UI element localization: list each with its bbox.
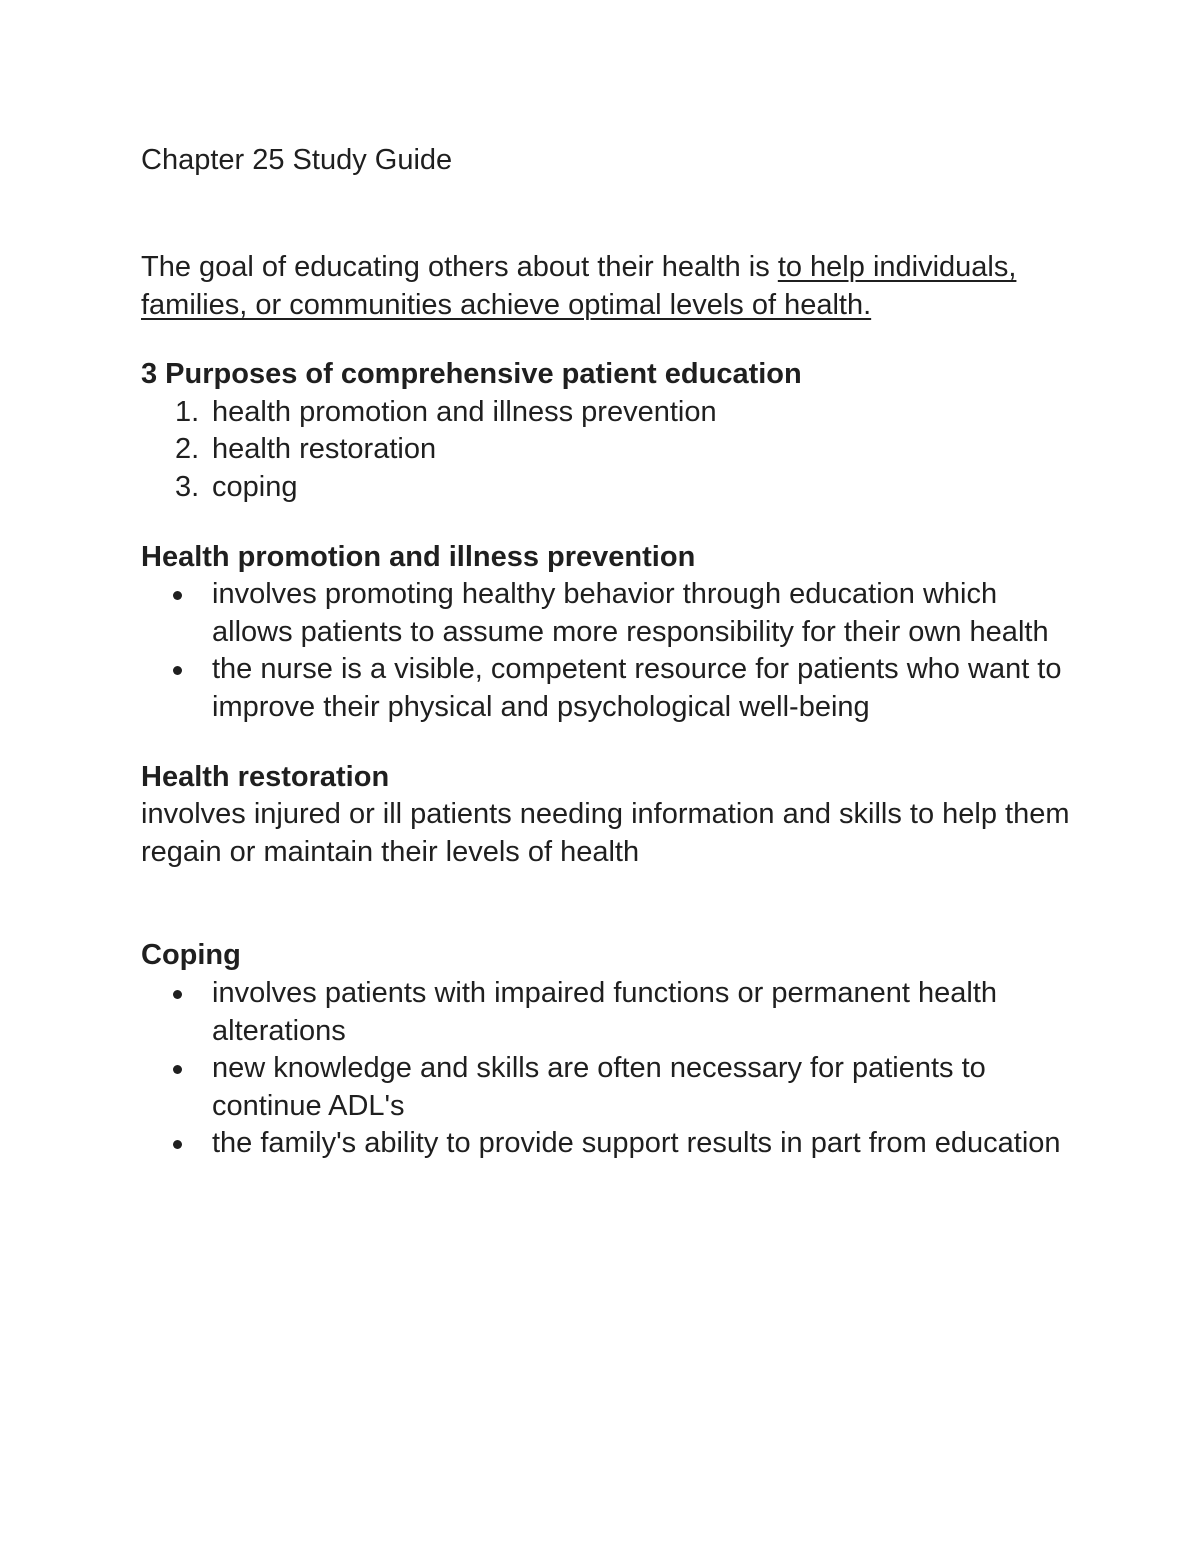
bullet-icon — [173, 990, 182, 999]
list-item — [141, 469, 1081, 507]
purposes-section — [141, 356, 1081, 506]
bullet-icon — [173, 666, 182, 675]
list-item — [141, 1050, 1081, 1125]
list-item-text: health restoration — [212, 433, 437, 466]
bullet-icon — [173, 1065, 182, 1074]
document-title: Chapter 25 Study Guide — [141, 144, 453, 176]
intro-lead: The goal of educating others about their health is — [141, 251, 778, 283]
list-number: 3. — [175, 470, 200, 503]
health-promotion-section — [141, 539, 1081, 727]
bullet-icon — [173, 1140, 182, 1149]
coping-heading: Coping — [141, 939, 241, 972]
list-item — [141, 431, 1081, 469]
list-item — [141, 651, 1081, 726]
health-promotion-heading: Health promotion and illness prevention — [141, 540, 696, 573]
list-item — [141, 394, 1081, 432]
list-item-text: the nurse is a visible, competent resource for patients who want to improve their physical and psychological well-being — [212, 653, 1062, 723]
coping-section — [141, 937, 1081, 1163]
list-number: 1. — [175, 395, 200, 428]
coping-list — [141, 975, 1081, 1163]
list-item — [141, 1125, 1081, 1163]
health-promotion-list — [141, 576, 1081, 726]
health-restoration-section — [141, 759, 1081, 872]
purposes-list — [141, 394, 1081, 507]
intro-underlined-text: to help individuals, families, or communities achieve optimal levels of health. — [141, 251, 1017, 321]
list-item — [141, 975, 1081, 1050]
intro-paragraph — [141, 249, 1081, 324]
list-item-text: health promotion and illness prevention — [212, 395, 717, 428]
list-item-text: involves patients with impaired functions or permanent health alterations — [212, 976, 998, 1047]
health-restoration-heading: Health restoration — [141, 760, 390, 793]
list-item-text: the family's ability to provide support results in part from education — [212, 1127, 1061, 1160]
health-restoration-text: involves injured or ill patients needing information and skills to help them regain or maintain their levels of health — [141, 798, 1070, 868]
list-item-text: coping — [212, 470, 298, 503]
list-item — [141, 576, 1081, 651]
list-item-text: new knowledge and skills are often necessary for patients to continue ADL's — [212, 1052, 986, 1122]
document-page — [141, 138, 1081, 1163]
purposes-heading: 3 Purposes of comprehensive patient education — [141, 358, 802, 391]
list-number: 2. — [175, 433, 200, 466]
bullet-icon — [173, 591, 182, 600]
list-item-text: involves promoting healthy behavior through education which allows patients to assume more responsibility for their own health — [212, 578, 1049, 648]
